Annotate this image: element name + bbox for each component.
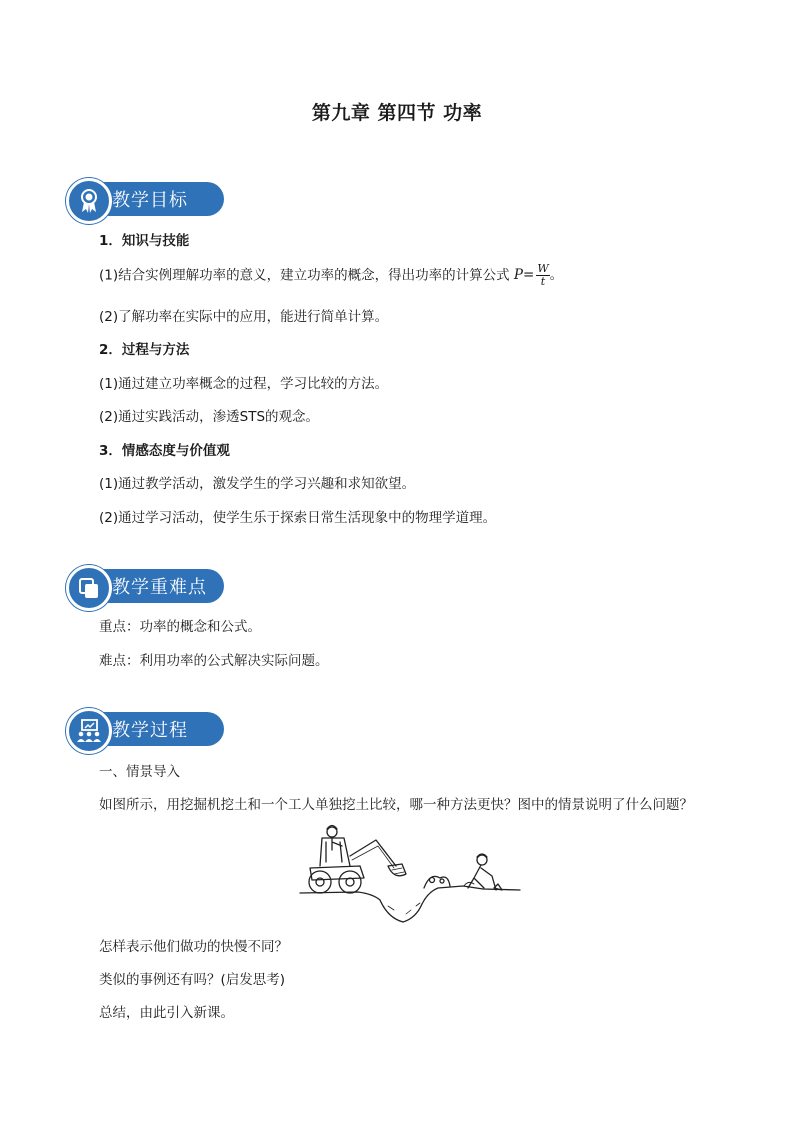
process-line-2: 如图所示，用挖掘机挖土和一个工人单独挖土比较，哪一种方法更快？图中的情景说明了什么问题？: [99, 797, 693, 813]
section-banner-key-points: [66, 565, 224, 603]
process-line-1: 一、情景导入: [99, 764, 180, 780]
goal-line-6: (2)通过实践活动，渗透STS的观念。: [99, 409, 320, 425]
goal-line-8: (1)通过教学活动，激发学生的学习兴趣和求知欲望。: [99, 476, 416, 492]
section-heading-key-points: 教学重难点: [112, 577, 207, 598]
process-line-5: 总结，由此引入新课。: [99, 1005, 234, 1021]
section-heading-process: 教学过程: [112, 720, 188, 741]
process-line-4: 类似的事例还有吗？(启发思考): [99, 972, 286, 988]
goal-line-7: 3．情感态度与价值观: [99, 443, 230, 459]
presentation-people-icon: [66, 708, 112, 754]
goal-line-5: (1)通过建立功率概念的过程，学习比较的方法。: [99, 376, 389, 392]
goal-line-2: (1)结合实例理解功率的意义，建立功率的概念，得出功率的计算公式 P= $\frac{W}{t}$ 。: [99, 262, 564, 288]
section-banner-goals: [66, 178, 224, 216]
section-heading-goals: 教学目标: [112, 190, 188, 211]
award-ribbon-icon: [66, 178, 112, 224]
section-banner-process: [66, 708, 224, 746]
goal-line-3: (2)了解功率在实际中的应用，能进行简单计算。: [99, 309, 389, 325]
excavator-worker-illustration: [298, 818, 523, 926]
documents-icon: [66, 565, 112, 611]
goal-line-1: 1．知识与技能: [99, 233, 190, 249]
key-point-line-1: 重点：功率的概念和公式。: [99, 619, 261, 635]
goal-line-4: 2．过程与方法: [99, 342, 190, 358]
goal-line-9: (2)通过学习活动，使学生乐于探索日常生活现象中的物理学道理。: [99, 510, 497, 526]
key-point-line-2: 难点：利用功率的公式解决实际问题。: [99, 653, 329, 669]
power-formula: P= $\frac{W}{t}$ 。: [513, 262, 564, 288]
page-title: 第九章 第四节 功率: [311, 102, 483, 124]
process-line-3: 怎样表示他们做功的快慢不同？: [99, 939, 288, 955]
